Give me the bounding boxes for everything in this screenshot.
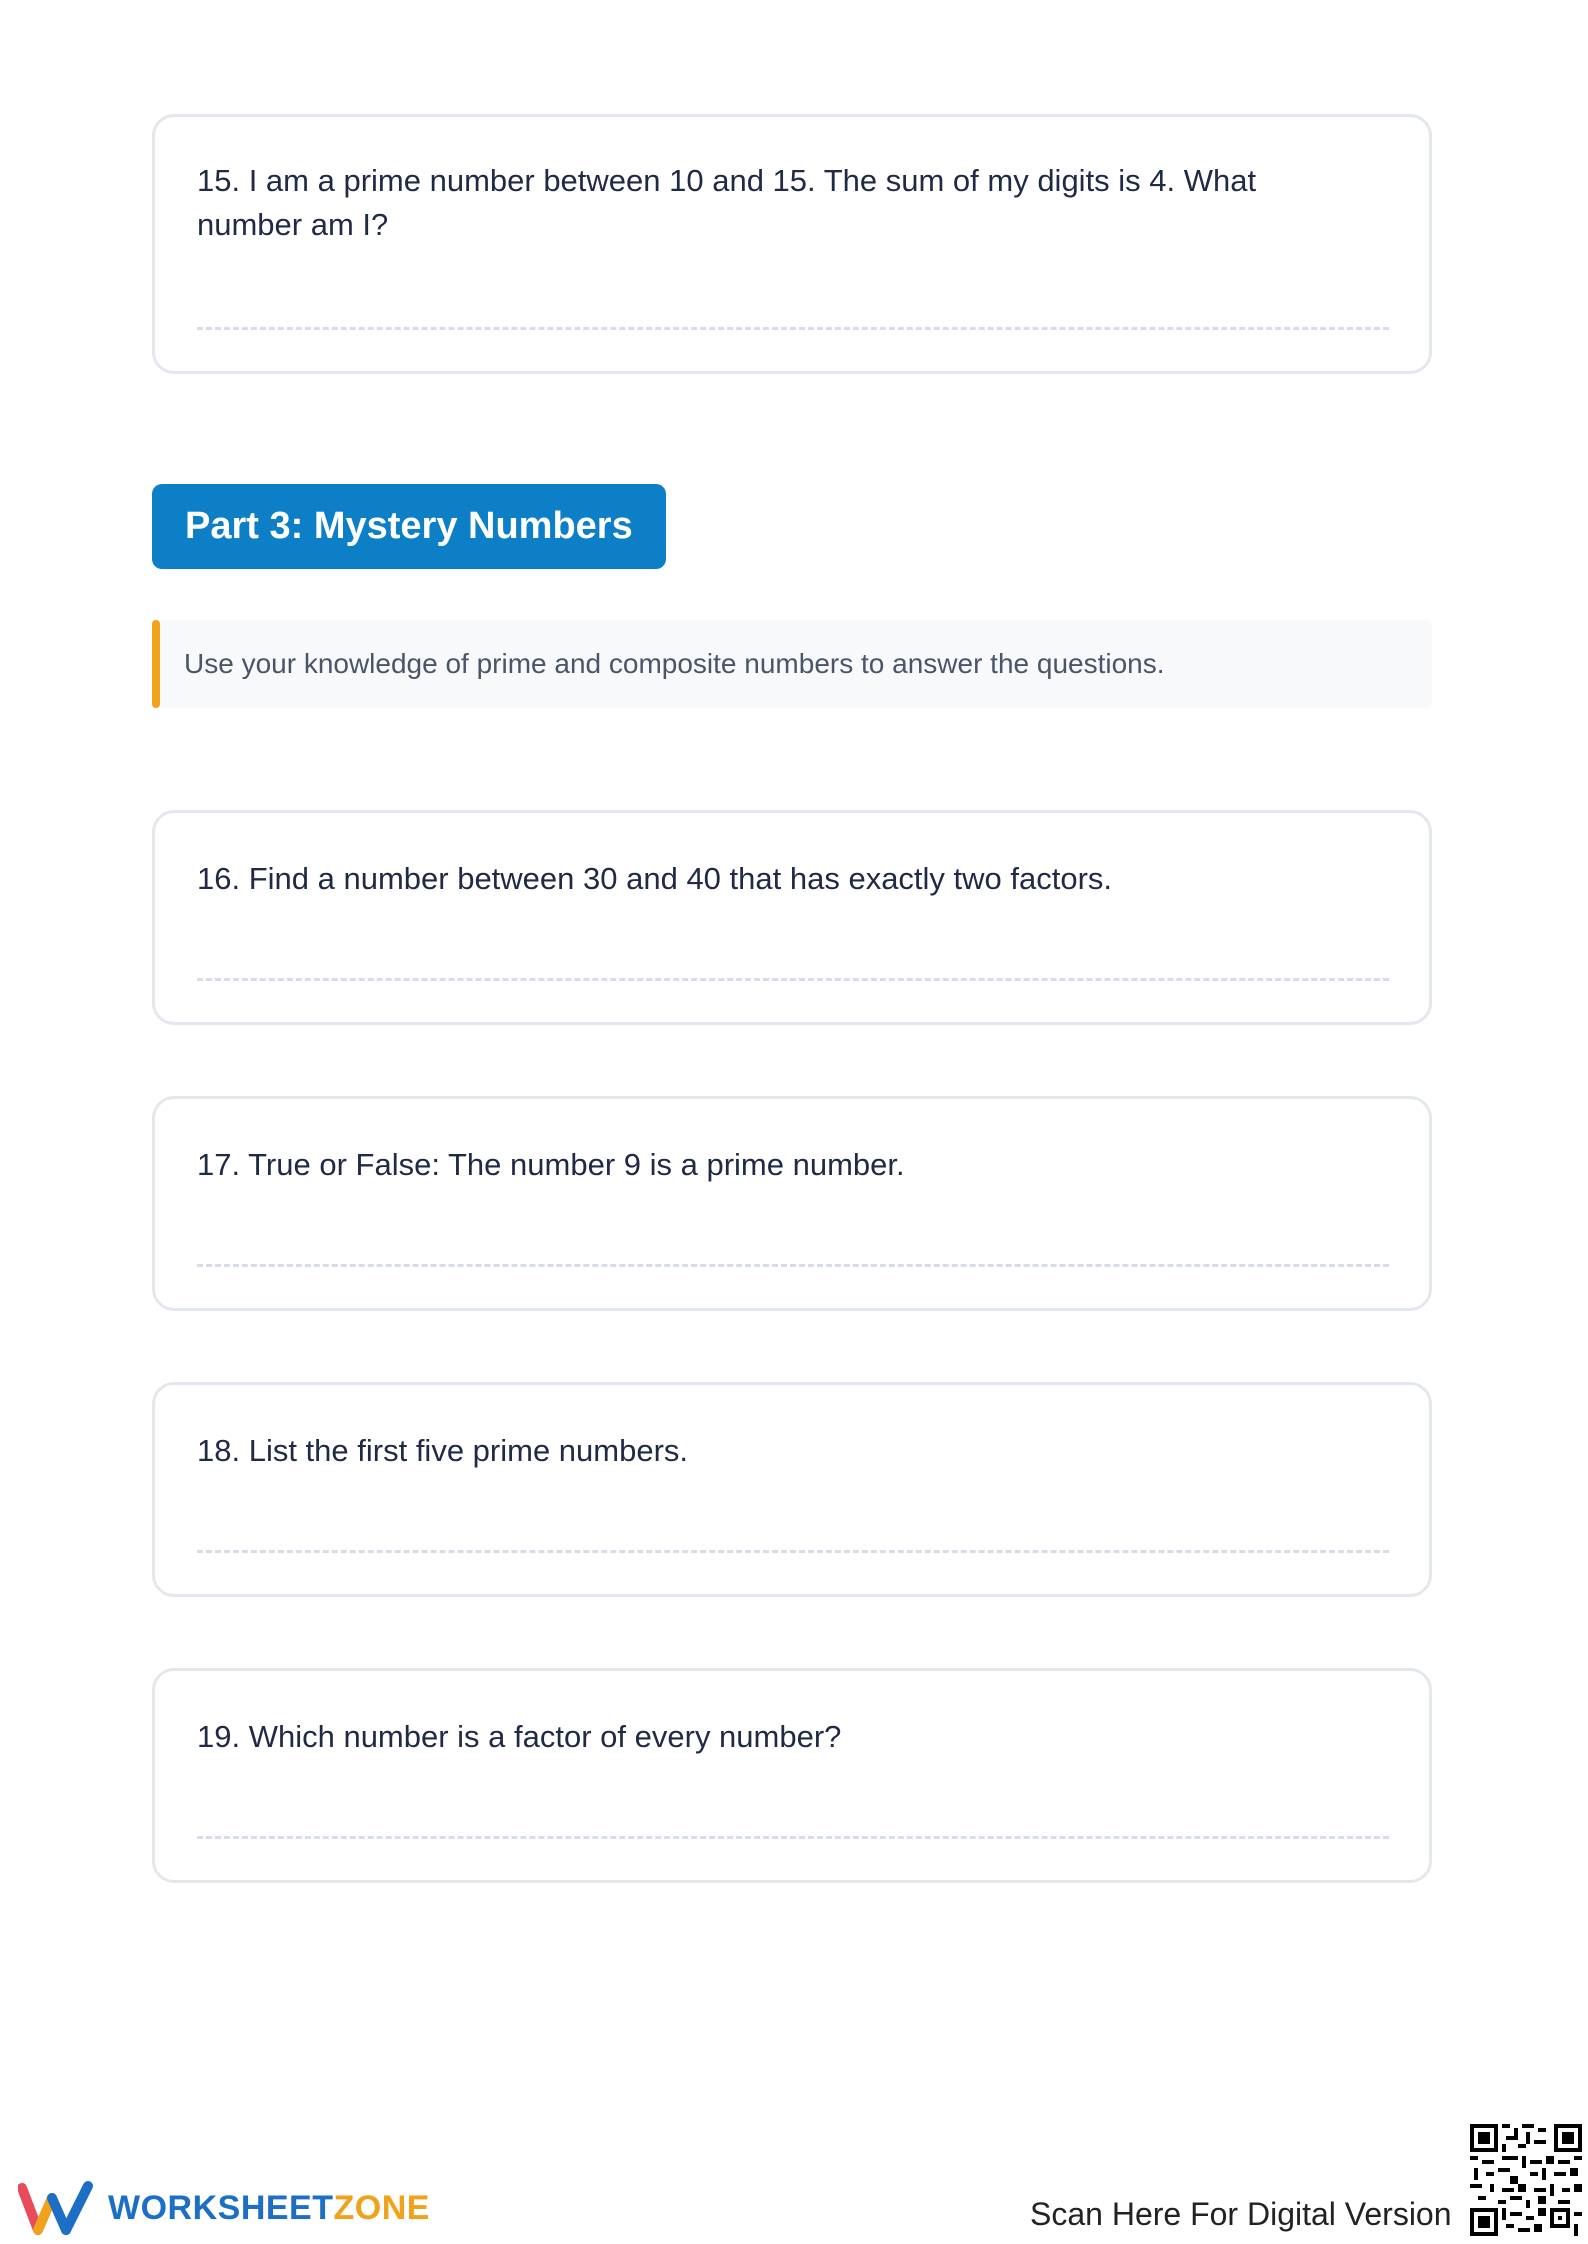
answer-line-17[interactable] — [197, 1264, 1389, 1267]
part-3-header: Part 3: Mystery Numbers — [152, 484, 666, 569]
instruction-box — [152, 620, 1432, 708]
instruction-text: Use your knowledge of prime and composite numbers to answer the questions. — [184, 648, 1165, 679]
question-text-17: 17. True or False: The number 9 is a prime number. — [197, 1147, 905, 1182]
question-card-17 — [152, 1096, 1432, 1311]
worksheetzone-logo-icon — [18, 2180, 96, 2236]
question-card-18 — [152, 1382, 1432, 1597]
answer-line-19[interactable] — [197, 1836, 1389, 1839]
scan-here-text: Scan Here For Digital Version — [1030, 2196, 1452, 2232]
brand-name — [108, 2189, 430, 2228]
question-card-15 — [152, 114, 1432, 374]
answer-line-16[interactable] — [197, 978, 1389, 981]
brand-name-part2: ZONE — [333, 2188, 430, 2227]
question-text-19: 19. Which number is a factor of every number? — [197, 1719, 842, 1754]
brand-name-part1: WORKSHEET — [108, 2188, 334, 2227]
qr-code-icon[interactable] — [1470, 2124, 1582, 2236]
question-text-18: 18. List the first five prime numbers. — [197, 1433, 689, 1468]
question-card-19 — [152, 1668, 1432, 1883]
instruction-accent-bar — [152, 620, 160, 708]
answer-line-18[interactable] — [197, 1550, 1389, 1553]
worksheetzone-logo[interactable] — [18, 2180, 430, 2236]
question-card-16 — [152, 810, 1432, 1025]
answer-line-15[interactable] — [197, 327, 1389, 330]
question-text-16: 16. Find a number between 30 and 40 that has exactly two factors. — [197, 861, 1113, 896]
question-text-15: 15. I am a prime number between 10 and 15. The sum of my digits is 4. What number am I? — [197, 163, 1257, 242]
